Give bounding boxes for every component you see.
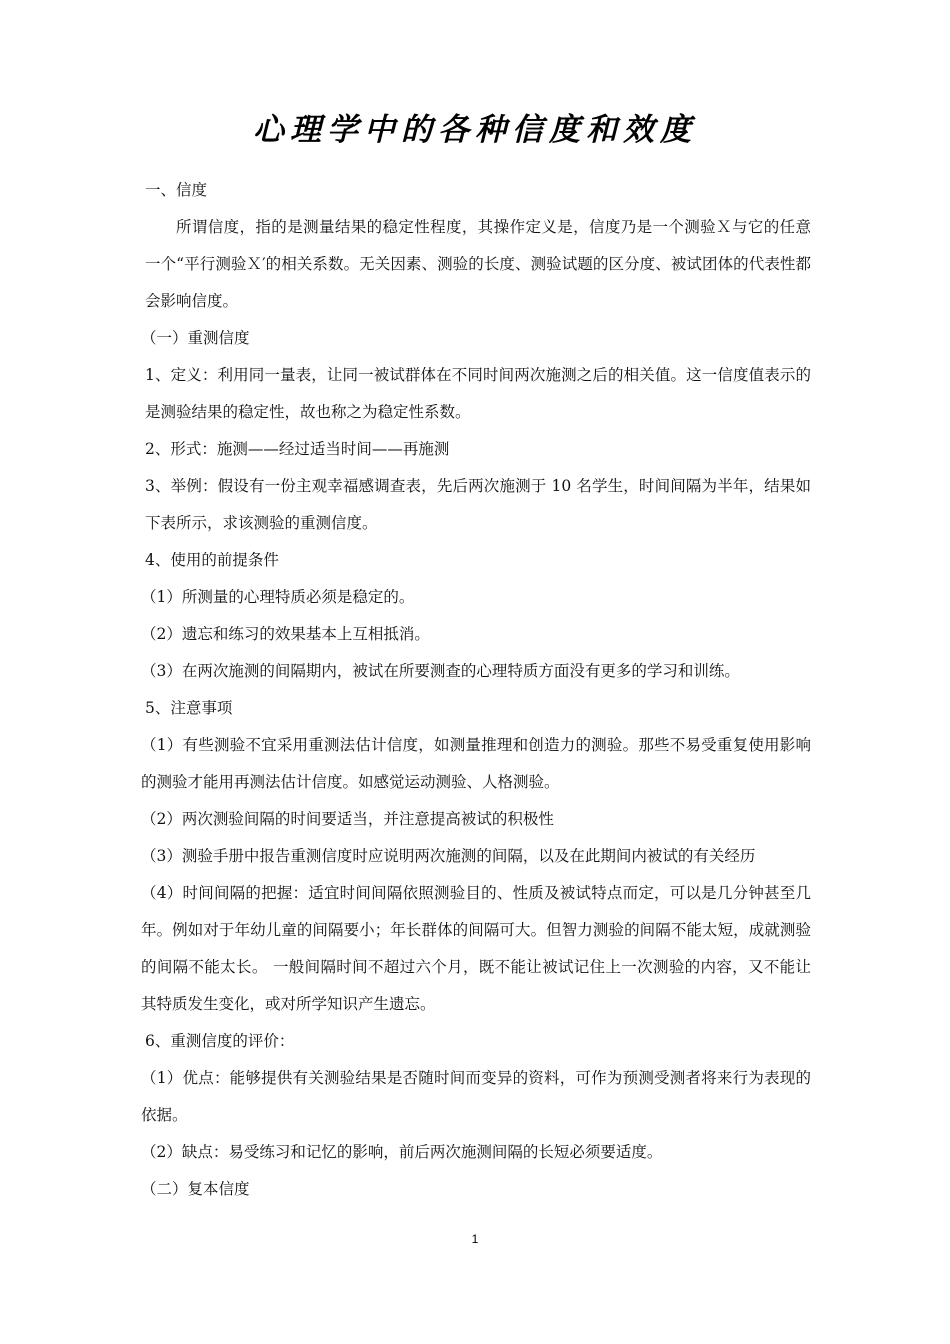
list-item-example: 3、举例：假设有一份主观幸福感调查表，先后两次施测于 10 名学生，时间间隔为半年，结果如下表所示，求该测验的重测信度。 xyxy=(145,477,811,532)
list-item-notes: 5、注意事项 xyxy=(145,699,233,717)
subsection-heading-alternate-form: （二）复本信度 xyxy=(141,1180,250,1198)
list-item-form: 2、形式：施测——经过适当时间——再施测 xyxy=(145,440,450,458)
subsection-heading-test-retest: （一）重测信度 xyxy=(141,329,250,347)
list-item-preconditions: 4、使用的前提条件 xyxy=(145,551,279,569)
page-number: 1 xyxy=(471,1232,479,1246)
sub-item-precondition-1: （1）所测量的心理特质必须是稳定的。 xyxy=(141,588,415,606)
sub-item-advantage: （1）优点：能够提供有关测验结果是否随时间而变异的资料，可作为预测受测者将来行为表现的依据。 xyxy=(141,1069,811,1124)
sub-item-precondition-3: （3）在两次施测的间隔期内，被试在所要测查的心理特质方面没有更多的学习和训练。 xyxy=(141,662,740,680)
sub-item-precondition-2: （2）遗忘和练习的效果基本上互相抵消。 xyxy=(141,625,430,643)
list-item-evaluation: 6、重测信度的评价： xyxy=(145,1032,295,1050)
page-title: 心理学中的各种信度和效度 xyxy=(253,112,697,148)
sub-item-note-1: （1）有些测验不宜采用重测法估计信度，如测量推理和创造力的测验。那些不易受重复使用影响的测验才能用再测法估计信度。如感觉运动测验、人格测验。 xyxy=(141,736,811,791)
sub-item-note-3: （3）测验手册中报告重测信度时应说明两次施测的间隔，以及在此期间内被试的有关经历 xyxy=(141,847,756,865)
sub-item-note-4: （4）时间间隔的把握：适宜时间间隔依照测验目的、性质及被试特点而定，可以是几分钟甚至几年。例如对于年幼儿童的间隔要小；年长群体的间隔可大。但智力测验的间隔不能太短，成就测验的间隔不能太长。 一般间隔时间不超过六个月，既不能让被试记住上一次测验的内容，又不能让其特质发生变化，或对所学知识产生遗忘。 xyxy=(141,884,811,1013)
sub-item-note-2: （2）两次测验间隔的时间要适当，并注意提高被试的积极性 xyxy=(141,810,554,828)
list-item-definition: 1、定义：利用同一量表，让同一被试群体在不同时间两次施测之后的相关值。这一信度值表示的是测验结果的稳定性，故也称之为稳定性系数。 xyxy=(145,366,811,421)
sub-item-disadvantage: （2）缺点：易受练习和记忆的影响，前后两次施测间隔的长短必须要适度。 xyxy=(141,1143,663,1161)
document-body xyxy=(141,172,811,1208)
section-heading-reliability: 一、信度 xyxy=(145,181,208,199)
paragraph-reliability-definition: 所谓信度，指的是测量结果的稳定性程度，其操作定义是，信度乃是一个测验Ｘ与它的任意一个“平行测验Ｘ′的相关系数。无关因素、测验的长度、测验试题的区分度、被试团体的代表性都会影响信度。 xyxy=(145,218,811,310)
